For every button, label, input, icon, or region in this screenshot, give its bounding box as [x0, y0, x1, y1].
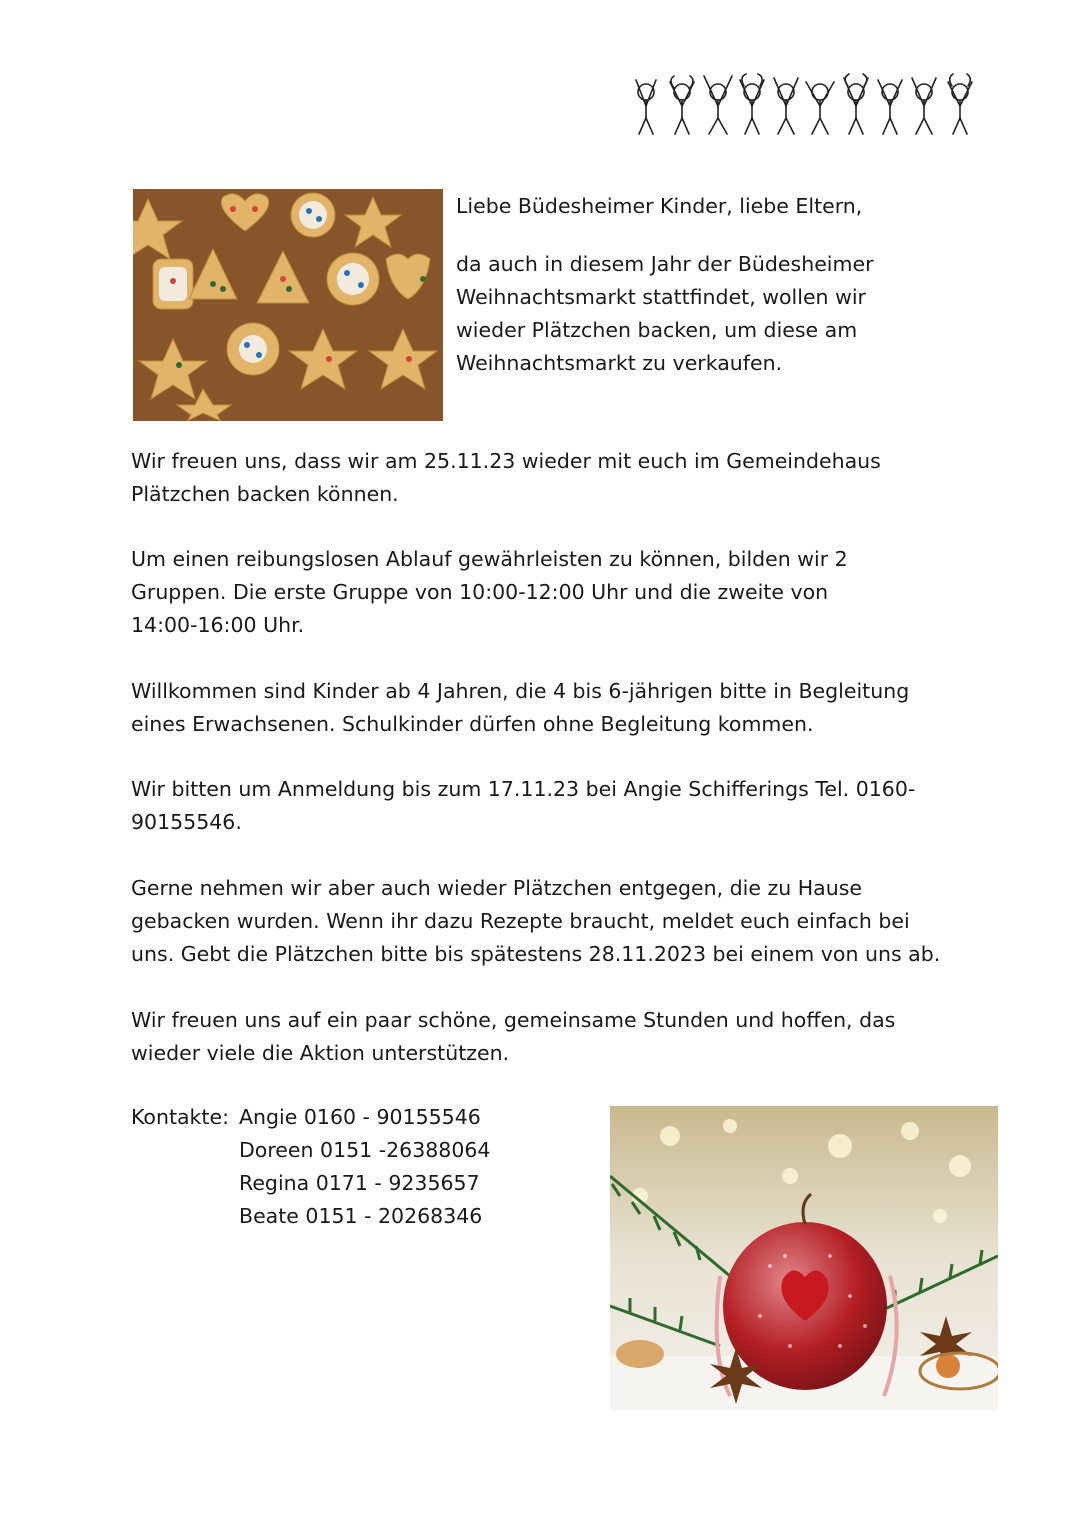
text-line: 90155546.	[131, 810, 242, 834]
text-line: Weihnachtsmarkt zu verkaufen.	[456, 351, 783, 375]
contacts-block	[131, 1101, 490, 1233]
contact-row	[131, 1167, 490, 1200]
text-line: wieder viele die Aktion unterstützen.	[131, 1041, 510, 1065]
text-line: gebacken wurden. Wenn ihr dazu Rezepte braucht, meldet euch einfach bei	[131, 909, 910, 933]
text-line: uns. Gebt die Plätzchen bitte bis spätestens 28.11.2023 bei einem von uns ab.	[131, 942, 941, 966]
text-line: eines Erwachsenen. Schulkinder dürfen ohne Begleitung kommen.	[131, 712, 814, 736]
contacts-label: Kontakte:	[131, 1105, 229, 1129]
contact-entry: Angie 0160 - 90155546	[239, 1105, 481, 1129]
contact-entry: Beate 0151 - 20268346	[239, 1204, 483, 1228]
text-line: Gerne nehmen wir aber auch wieder Plätzchen entgegen, die zu Hause	[131, 876, 862, 900]
text-line: Um einen reibungslosen Ablauf gewährleisten zu können, bilden wir 2	[131, 547, 848, 571]
stick-figure-kids-icon	[624, 72, 1000, 136]
text-line: Wir freuen uns auf ein paar schöne, gemeinsame Stunden und hoffen, das	[131, 1008, 896, 1032]
text-line: Plätzchen backen können.	[131, 482, 399, 506]
greeting: Liebe Büdesheimer Kinder, liebe Eltern,	[456, 194, 863, 218]
text-line: Willkommen sind Kinder ab 4 Jahren, die 4 bis 6-jährigen bitte in Begleitung	[131, 679, 910, 703]
text-line: 14:00-16:00 Uhr.	[131, 613, 305, 637]
text-line: Wir bitten um Anmeldung bis zum 17.11.23 bei Angie Schifferings Tel. 0160-	[131, 777, 916, 801]
christmas-apple-photo	[610, 1106, 998, 1410]
text-line: wieder Plätzchen backen, um diese am	[456, 318, 858, 342]
contact-entry: Doreen 0151 -26388064	[239, 1138, 491, 1162]
christmas-cookies-photo	[133, 189, 443, 421]
text-line: Wir freuen uns, dass wir am 25.11.23 wieder mit euch im Gemeindehaus	[131, 449, 881, 473]
contact-entry: Regina 0171 - 9235657	[239, 1171, 480, 1195]
text-line: Weihnachtsmarkt stattfindet, wollen wir	[456, 285, 866, 309]
contact-row	[131, 1101, 490, 1134]
contact-row	[131, 1134, 490, 1167]
text-line: Gruppen. Die erste Gruppe von 10:00-12:00 Uhr und die zweite von	[131, 580, 829, 604]
text-line: da auch in diesem Jahr der Büdesheimer	[456, 252, 874, 276]
contact-row	[131, 1200, 490, 1233]
